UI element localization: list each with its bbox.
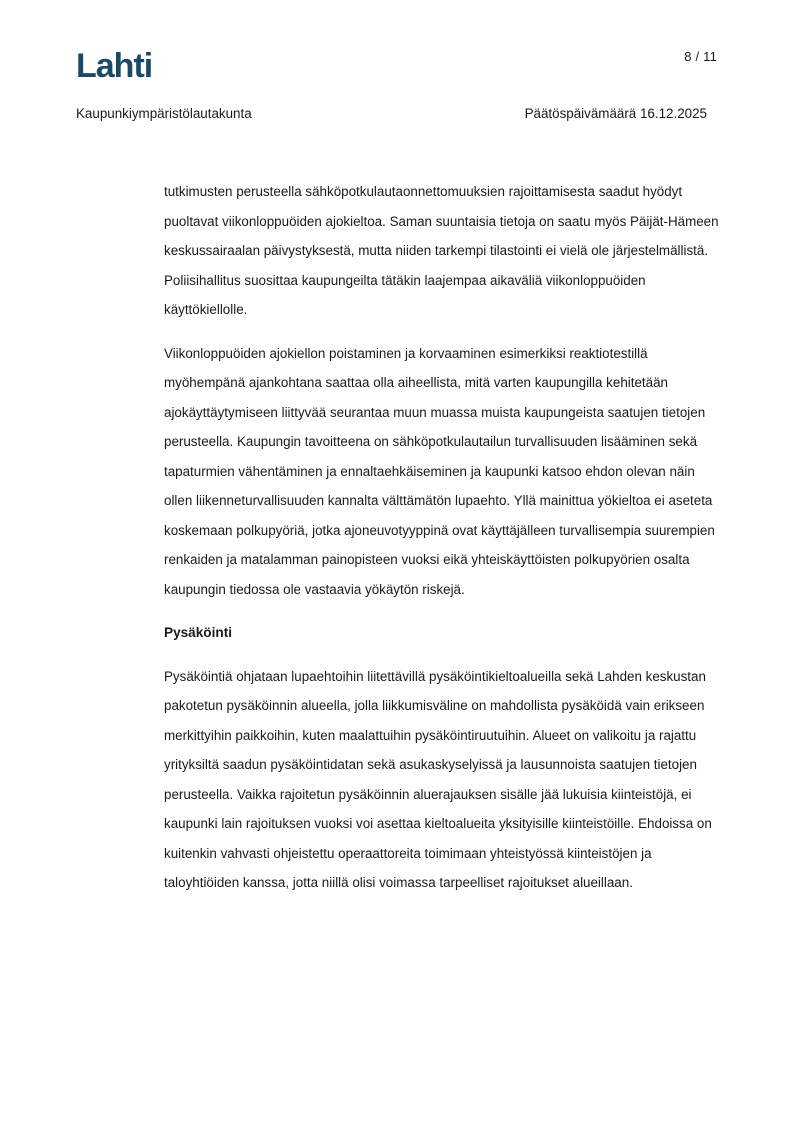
body-paragraph: tutkimusten perusteella sähköpotkulautaonnettomuuksien rajoittamisesta saadut hyödyt puoltavat viikonloppuöiden ajokieltoa. Saman suuntaisia tietoja on saatu myös Päijät-Hämeen keskussairaalan päivystyksestä, mutta niiden tarkempi tilastointi ei vielä ole järjestelmällistä. Poliisihallitus suosittaa kaupungeilta tätäkin laajempaa aikaväliä viikonloppuöiden käyttökiellolle. (164, 184, 719, 317)
page-number: 8 / 11 (684, 49, 717, 64)
document-body (164, 177, 724, 912)
decision-date: Päätöspäivämäärä 16.12.2025 (524, 106, 707, 121)
body-paragraph: Pysäköintiä ohjataan lupaehtoihin liitettävillä pysäköintikieltoalueilla sekä Lahden keskustan pakotetun pysäköinnin alueella, jolla liikkumisväline on mahdollista pysäköidä vain erikseen merkittyihin paikkoihin, kuten maalattuihin pysäköintiruutuihin. Alueet on valikoitu ja rajattu yrityksiltä saadun pysäköintidatan sekä asukaskyselyissä ja lausunnoista saatujen tietojen perusteella. Vaikka rajoitetun pysäköinnin aluerajauksen sisälle jää lukuisia kiinteistöjä, ei kaupunki lain rajoituksen vuoksi voi asettaa kieltoalueita yksityisille kiinteistöille. Ehdoissa on kuitenkin vahvasti ohjeistettu operaattoreita toimimaan yhteistyössä kiinteistöjen ja taloyhtiöiden kanssa, jotta niillä olisi voimassa tarpeelliset rajoitukset alueillaan. (164, 668, 712, 890)
organization-name: Kaupunkiympäristölautakunta (76, 106, 252, 121)
logo-text: Lahti (76, 48, 153, 82)
lahti-logo (76, 48, 168, 82)
document-header (76, 106, 707, 121)
body-paragraph: Viikonloppuöiden ajokiellon poistaminen ja korvaaminen esimerkiksi reaktiotestillä myöhempänä ajankohtana saattaa olla aiheellista, mitä varten kaupungilla kehitetään ajokäyttäytymiseen liittyvää seurantaa muun muassa muista kaupungeista saatujen tietojen perusteella. Kaupungin tavoitteena on sähköpotkulautailun turvallisuuden lisääminen sekä tapaturmien vähentäminen ja ennaltaehkäiseminen ja kaupunki katsoo ehdon olevan näin ollen liikenneturvallisuuden kannalta välttämätön lupaehto. Yllä mainittua yökieltoa ei aseteta koskemaan polkupyöriä, jotka ajoneuvotyyppinä ovat käyttäjälleen turvallisempia suurempien renkaiden ja matalamman painopisteen vuoksi eikä yhteiskäyttöisten polkupyörien osalta kaupungin tiedossa ole vastaavia yökäytön riskejä. (164, 345, 715, 597)
section-heading: Pysäköinti (164, 625, 232, 640)
